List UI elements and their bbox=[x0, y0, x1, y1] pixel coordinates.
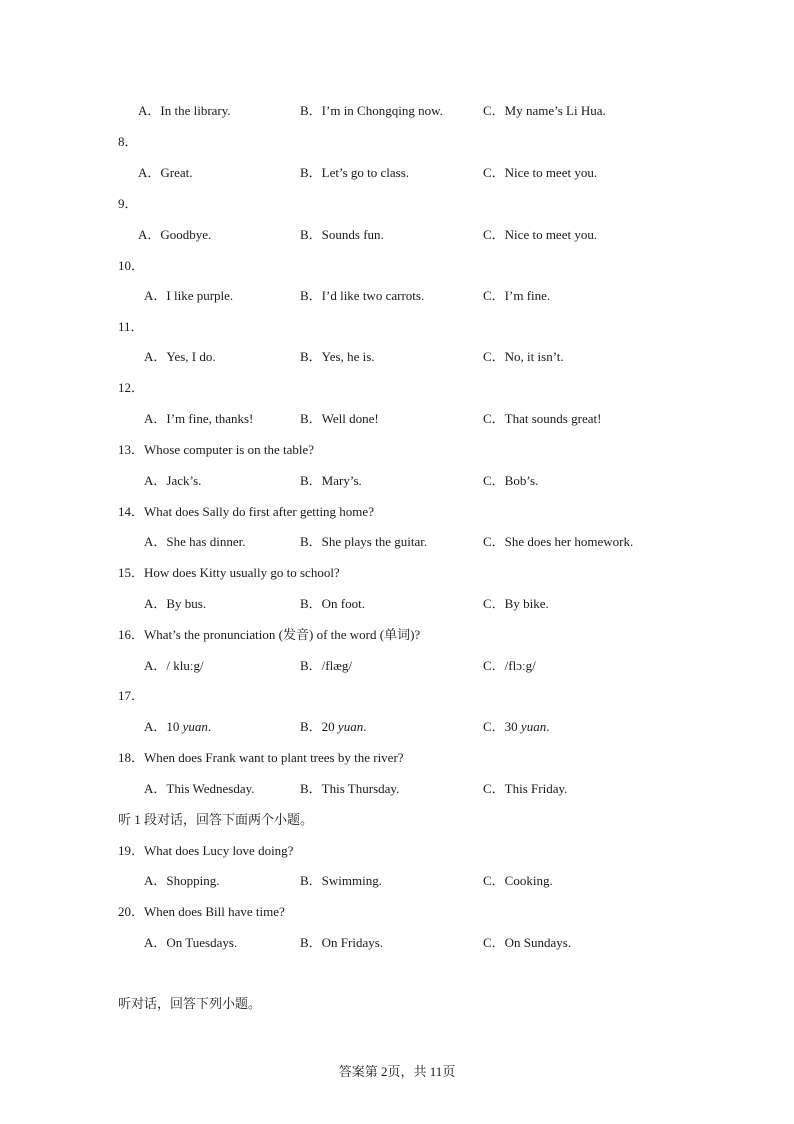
option-c: C．Nice to meet you. bbox=[483, 227, 598, 242]
question-number: 11． bbox=[118, 319, 144, 334]
option-c-prefix: C．30 bbox=[483, 719, 521, 734]
question-text: 16．What’s the pronunciation (发音) of the word (单词)? bbox=[118, 627, 421, 642]
option-c: C．/flɔːg/ bbox=[483, 658, 536, 673]
option-c: C．My name’s Li Hua. bbox=[483, 103, 606, 118]
option-a: A．In the library. bbox=[138, 103, 231, 118]
option-c: C．This Friday. bbox=[483, 781, 568, 796]
option-b: B．Mary’s. bbox=[300, 473, 362, 488]
option-b-prefix: B．20 bbox=[300, 719, 338, 734]
option-c: C．Cooking. bbox=[483, 873, 553, 888]
option-c: C．No, it isn’t. bbox=[483, 349, 564, 364]
question-text: 19．What does Lucy love doing? bbox=[118, 843, 294, 858]
option-a: A．I like purple. bbox=[144, 288, 234, 303]
option-b-end: . bbox=[363, 719, 367, 734]
option-b: B．This Thursday. bbox=[300, 781, 400, 796]
option-a bbox=[144, 718, 211, 736]
option-c: C．Bob’s. bbox=[483, 473, 539, 488]
option-a: A．On Tuesdays. bbox=[144, 935, 238, 950]
question-number: 10． bbox=[118, 258, 145, 273]
option-a: A．Jack’s. bbox=[144, 473, 202, 488]
option-a-prefix: A．10 bbox=[144, 719, 183, 734]
option-c: C．I’m fine. bbox=[483, 288, 551, 303]
option-a: A．/ kluːg/ bbox=[144, 658, 204, 673]
option-c-unit: yuan bbox=[520, 719, 547, 734]
option-b: B．On foot. bbox=[300, 596, 366, 611]
option-b: B．Sounds fun. bbox=[300, 227, 384, 242]
question-number: 17． bbox=[118, 688, 145, 703]
option-a-end: . bbox=[207, 719, 212, 734]
option-a: A．Yes, I do. bbox=[144, 349, 216, 364]
question-number: 12． bbox=[118, 380, 145, 395]
question-text: 20．When does Bill have time? bbox=[118, 904, 285, 919]
option-a: A．By bus. bbox=[144, 596, 207, 611]
option-c-end: . bbox=[546, 719, 550, 734]
option-b: B．Well done! bbox=[300, 411, 379, 426]
option-b-unit: yuan bbox=[337, 719, 364, 734]
question-number: 9． bbox=[118, 196, 138, 211]
option-b: B．I’d like two carrots. bbox=[300, 288, 425, 303]
option-a: A．This Wednesday. bbox=[144, 781, 255, 796]
question-text: 14．What does Sally do first after getting home? bbox=[118, 504, 374, 519]
option-b: B．I’m in Chongqing now. bbox=[300, 103, 443, 118]
option-c: C．On Sundays. bbox=[483, 935, 572, 950]
page-footer: 答案第 2页，共 11页 bbox=[338, 1064, 456, 1079]
question-text: 18．When does Frank want to plant trees by the river? bbox=[118, 750, 404, 765]
option-a: A．She has dinner. bbox=[144, 534, 246, 549]
option-c: C．That sounds great! bbox=[483, 411, 602, 426]
question-text: 13．Whose computer is on the table? bbox=[118, 442, 315, 457]
option-c: C．Nice to meet you. bbox=[483, 165, 598, 180]
option-b: B．Let’s go to class. bbox=[300, 165, 410, 180]
option-c: C．By bike. bbox=[483, 596, 549, 611]
option-b: B．Yes, he is. bbox=[300, 349, 375, 364]
option-a-unit: yuan bbox=[182, 719, 208, 734]
option-b bbox=[300, 718, 366, 736]
question-number: 8． bbox=[118, 134, 138, 149]
option-a: A．Shopping. bbox=[144, 873, 220, 888]
option-b: B．She plays the guitar. bbox=[300, 534, 428, 549]
option-c: C．She does her homework. bbox=[483, 534, 634, 549]
option-c bbox=[483, 718, 549, 736]
question-text: 15．How does Kitty usually go to school? bbox=[118, 565, 340, 580]
option-b: B．/flæg/ bbox=[300, 658, 353, 673]
option-b: B．On Fridays. bbox=[300, 935, 384, 950]
section-instruction-text: 听对话，回答下列小题。 bbox=[118, 996, 262, 1011]
instruction-text: 听 1 段对话，回答下面两个小题。 bbox=[118, 812, 314, 827]
option-a: A．Goodbye. bbox=[138, 227, 212, 242]
option-b: B．Swimming. bbox=[300, 873, 382, 888]
option-a: A．Great. bbox=[138, 165, 193, 180]
option-a: A．I’m fine, thanks! bbox=[144, 411, 254, 426]
